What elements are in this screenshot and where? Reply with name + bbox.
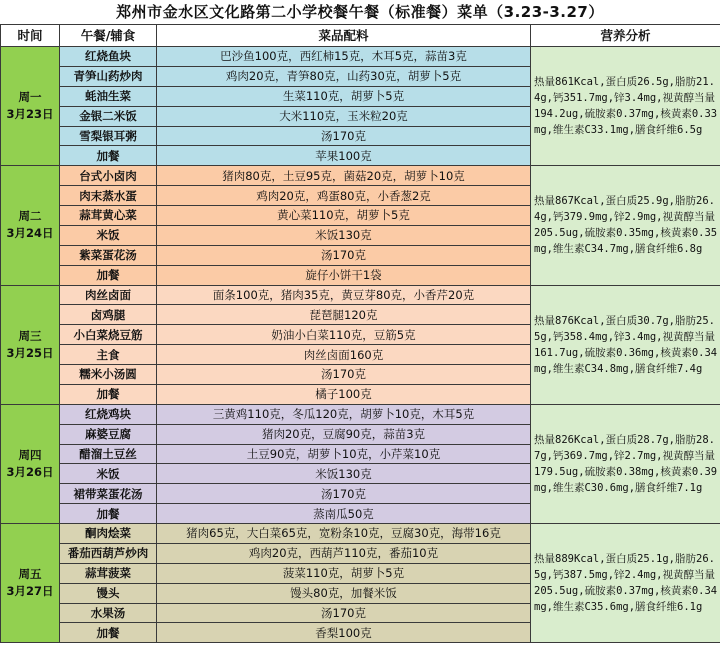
day-cell [1, 47, 60, 166]
day-date: 3月25日 [6, 345, 54, 360]
dish-ingredients: 橘子100克 [157, 384, 531, 404]
page-title: 郑州市金水区文化路第二小学校餐午餐（标准餐）菜单（3.23-3.27） [116, 3, 604, 21]
menu-table [0, 24, 720, 643]
dish-name: 蒜茸黄心菜 [60, 206, 157, 226]
dish-name: 裙带菜蛋花汤 [60, 484, 157, 504]
dish-ingredients: 大米110克，玉米粒20克 [157, 106, 531, 126]
day-date: 3月26日 [6, 464, 54, 479]
dish-name: 卤鸡腿 [60, 305, 157, 325]
dish-ingredients: 黄心菜110克，胡萝卜5克 [157, 206, 531, 226]
dish-ingredients: 旋仔小饼干1袋 [157, 265, 531, 285]
menu-body [1, 47, 720, 643]
dish-ingredients: 汤170克 [157, 603, 531, 623]
dish-ingredients: 鸡肉20克，鸡蛋80克，小香葱2克 [157, 186, 531, 206]
dish-ingredients: 鸡肉20克，西葫芦110克，番茄10克 [157, 543, 531, 563]
day-cell [1, 404, 60, 523]
dish-name: 主食 [60, 345, 157, 365]
dish-ingredients: 土豆90克，胡萝卜10克，小芹菜10克 [157, 444, 531, 464]
day-cell [1, 285, 60, 404]
day-weekday: 周四 [18, 447, 42, 462]
nutrition-analysis: 热量889Kcal,蛋白质25.1g,脂肪26.5g,钙387.5mg,锌2.4mg,视黄醇当量205.5ug,硫胺素0.37mg,核黄素0.34mg,维生素C35.6mg,膳食纤维6.1g [531, 524, 720, 643]
dish-name: 加餐 [60, 384, 157, 404]
dish-name: 金银二米饭 [60, 106, 157, 126]
day-date: 3月24日 [6, 226, 54, 241]
dish-name: 红烧鱼块 [60, 47, 157, 67]
dish-ingredients: 奶油小白菜110克，豆筋5克 [157, 325, 531, 345]
header-dish: 午餐/辅食 [60, 25, 157, 47]
dish-ingredients: 猪肉65克，大白菜65克，宽粉条10克，豆腐30克，海带16克 [157, 524, 531, 544]
day-weekday: 周二 [18, 209, 42, 224]
dish-ingredients: 肉丝卤面160克 [157, 345, 531, 365]
dish-name: 青笋山药炒肉 [60, 66, 157, 86]
dish-ingredients: 汤170克 [157, 484, 531, 504]
day-cell [1, 524, 60, 643]
dish-ingredients: 馒头80克，加餐米饭 [157, 583, 531, 603]
dish-name: 红烧鸡块 [60, 404, 157, 424]
nutrition-analysis: 热量826Kcal,蛋白质28.7g,脂肪28.7g,钙369.7mg,锌2.7mg,视黄醇当量179.5ug,硫胺素0.38mg,核黄素0.39mg,维生素C30.6mg,膳食纤维7.1g [531, 404, 720, 523]
dish-name: 米饭 [60, 464, 157, 484]
dish-name: 加餐 [60, 504, 157, 524]
dish-name: 加餐 [60, 265, 157, 285]
dish-ingredients: 米饭130克 [157, 464, 531, 484]
dish-name: 糯米小汤圆 [60, 365, 157, 385]
dish-name: 米饭 [60, 225, 157, 245]
header-row [1, 25, 720, 47]
dish-name: 紫菜蛋花汤 [60, 245, 157, 265]
dish-ingredients: 汤170克 [157, 365, 531, 385]
dish-ingredients: 猪肉20克，豆腐90克，蒜苗3克 [157, 424, 531, 444]
menu-row [1, 166, 720, 186]
dish-ingredients: 香梨100克 [157, 623, 531, 643]
dish-ingredients: 汤170克 [157, 245, 531, 265]
dish-name: 酮肉烩菜 [60, 524, 157, 544]
dish-name: 台式小卤肉 [60, 166, 157, 186]
day-weekday: 周一 [18, 90, 42, 105]
dish-name: 加餐 [60, 623, 157, 643]
dish-ingredients: 猪肉80克，土豆95克，菌菇20克，胡萝卜10克 [157, 166, 531, 186]
menu-row [1, 404, 720, 424]
dish-name: 番茄西葫芦炒肉 [60, 543, 157, 563]
dish-ingredients: 三黄鸡110克，冬瓜120克，胡萝卜10克，木耳5克 [157, 404, 531, 424]
dish-ingredients: 苹果100克 [157, 146, 531, 166]
menu-row [1, 47, 720, 67]
menu-row [1, 524, 720, 544]
nutrition-analysis: 热量861Kcal,蛋白质26.5g,脂肪21.4g,钙351.7mg,锌3.4mg,视黄醇当量194.2ug,硫胺素0.37mg,核黄素0.33mg,维生素C33.1mg,膳食纤维6.5g [531, 47, 720, 166]
day-weekday: 周三 [18, 328, 42, 343]
dish-ingredients: 巴沙鱼100克，西红柿15克，木耳5克，蒜苗3克 [157, 47, 531, 67]
dish-ingredients: 鸡肉20克，青笋80克，山药30克，胡萝卜5克 [157, 66, 531, 86]
dish-name: 蚝油生菜 [60, 86, 157, 106]
dish-name: 肉末蒸水蛋 [60, 186, 157, 206]
dish-ingredients: 生菜110克，胡萝卜5克 [157, 86, 531, 106]
dish-name: 水果汤 [60, 603, 157, 623]
dish-name: 肉丝卤面 [60, 285, 157, 305]
dish-ingredients: 蒸南瓜50克 [157, 504, 531, 524]
dish-name: 麻婆豆腐 [60, 424, 157, 444]
dish-ingredients: 汤170克 [157, 126, 531, 146]
day-date: 3月27日 [6, 584, 54, 599]
day-cell [1, 166, 60, 285]
nutrition-analysis: 热量867Kcal,蛋白质25.9g,脂肪26.4g,钙379.9mg,锌2.9mg,视黄醇当量205.5ug,硫胺素0.35mg,核黄素0.35mg,维生素C34.7mg,膳食纤维6.8g [531, 166, 720, 285]
dish-name: 醋溜土豆丝 [60, 444, 157, 464]
header-ingredients: 菜品配料 [157, 25, 531, 47]
day-date: 3月23日 [6, 107, 54, 122]
dish-ingredients: 菠菜110克，胡萝卜5克 [157, 563, 531, 583]
dish-name: 雪梨银耳粥 [60, 126, 157, 146]
dish-ingredients: 琵琶腿120克 [157, 305, 531, 325]
header-time: 时间 [1, 25, 60, 47]
dish-name: 馒头 [60, 583, 157, 603]
menu-row [1, 285, 720, 305]
dish-name: 加餐 [60, 146, 157, 166]
nutrition-analysis: 热量876Kcal,蛋白质30.7g,脂肪25.5g,钙358.4mg,锌3.4mg,视黄醇当量161.7ug,硫胺素0.36mg,核黄素0.34mg,维生素C34.8mg,膳食纤维7.4g [531, 285, 720, 404]
dish-name: 蒜茸菠菜 [60, 563, 157, 583]
header-nutrition: 营养分析 [531, 25, 720, 47]
dish-ingredients: 米饭130克 [157, 225, 531, 245]
dish-name: 小白菜烧豆筋 [60, 325, 157, 345]
day-weekday: 周五 [18, 567, 42, 582]
dish-ingredients: 面条100克，猪肉35克，黄豆芽80克，小香芹20克 [157, 285, 531, 305]
